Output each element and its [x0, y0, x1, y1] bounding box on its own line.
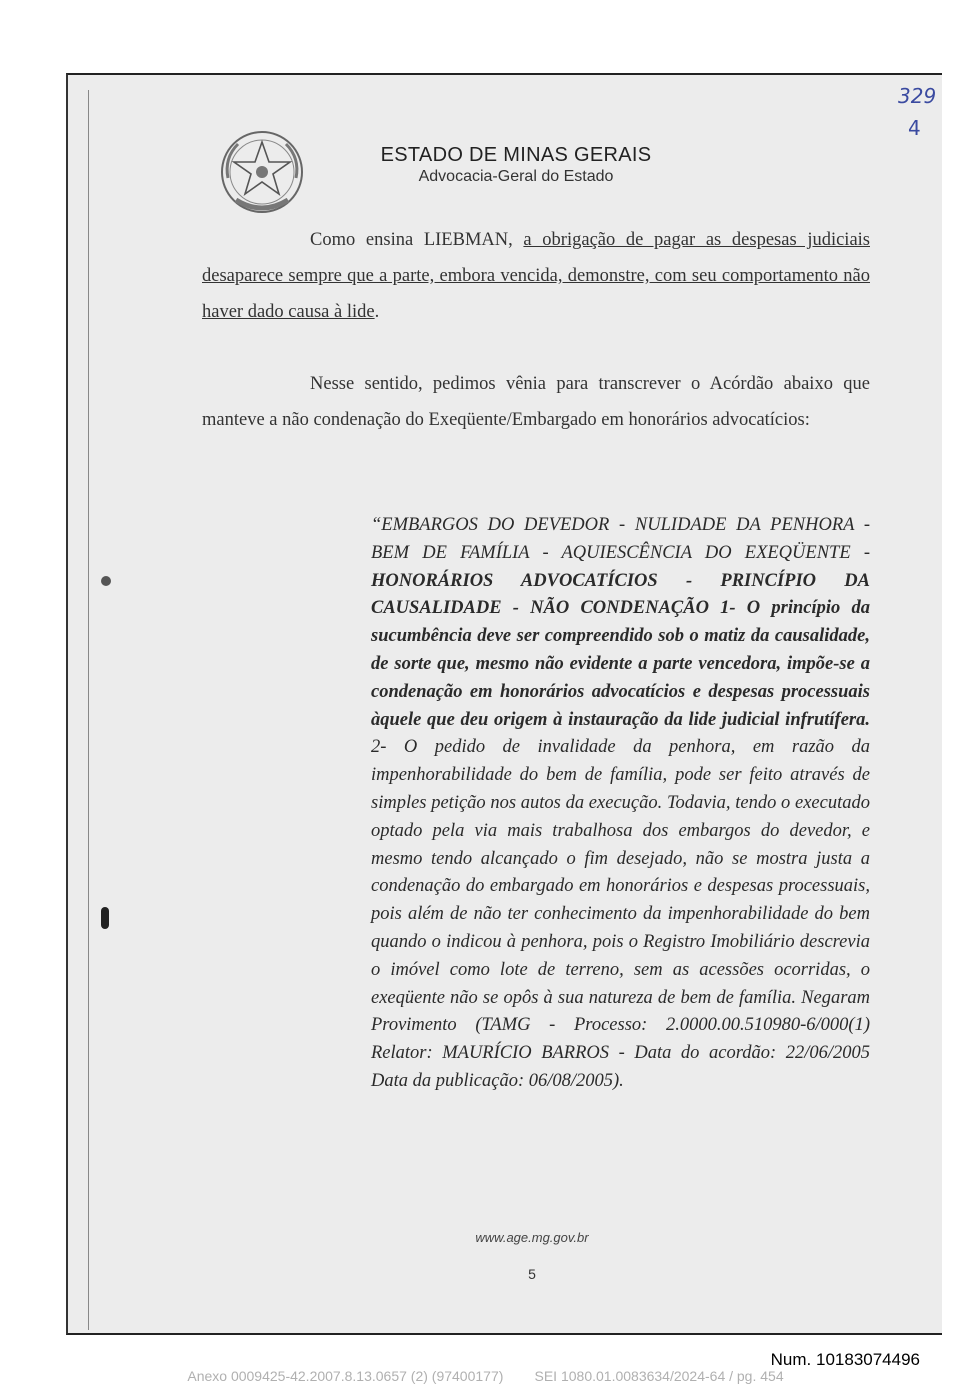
punch-hole — [101, 576, 111, 586]
state-seal-icon — [214, 128, 310, 218]
quote-bold: HONORÁRIOS ADVOCATÍCIOS - PRINCÍPIO DA CAUSALIDADE - NÃO CONDENAÇÃO 1- O princípio da sucumbência deve ser compreendido sob o matiz da causalidade, de sorte que, mesmo não evidente a parte vencedora, impõe-se a condenação em honorários advocatícios e despesas processuais àquele que deu origem à instauração da lide judicial infrutífera. — [371, 570, 870, 730]
paragraph-liebman — [202, 222, 870, 330]
annex-footer: Anexo 0009425-42.2007.8.13.0657 (2) (97400177) SEI 1080.01.0083634/2024-64 / pg. 454 — [187, 1368, 784, 1384]
document-number: Num. 10183074496 — [770, 1350, 920, 1369]
paragraph-transcription — [202, 366, 870, 438]
header-title: ESTADO DE MINAS GERAIS — [380, 144, 652, 166]
handwritten-mark: 4 — [908, 116, 921, 140]
footer-url: www.age.mg.gov.br — [475, 1230, 589, 1245]
quoted-decision — [371, 512, 870, 1096]
page-edge-line — [88, 90, 89, 1330]
quote-part2: 2- O pedido de invalidade da penhora, em razão da impenhorabilidade do bem de família, pode ser feito através de simples petição nos autos da execução. Todavia, tendo o executado optado pela via mais trabalhosa dos embargos do devedor, e mesmo tendo alcançado o fim desejado, não se mostra justa a condenação do embargado em honorários e despesas processuais, pois além de não ter conhecimento da impenhorabilidade do bem quando o indicou à penhora, pois o Registro Imobiliário descrevia o imóvel como lote de terreno, sem as acessões ocorridas, o exeqüente não se opôs à sua natureza de bem de família. Negaram Provimento (TAMG - Processo: 2.0000.00.510980-6/000(1) Relator: MAURÍCIO BARROS - Data do acordão: 22/06/2005 Data da publicação: 06/08/2005). — [371, 737, 870, 1091]
punch-hole — [101, 907, 109, 929]
paragraph-tail: . — [374, 302, 380, 322]
handwritten-page-number: 329 — [898, 84, 937, 108]
header-subtitle: Advocacia-Geral do Estado — [418, 168, 614, 185]
quote-part1: “EMBARGOS DO DEVEDOR - NULIDADE DA PENHORA - BEM DE FAMÍLIA - AQUIESCÊNCIA DO EXEQÜENTE - — [371, 515, 870, 563]
underlined-citation: a obrigação de pagar as despesas judiciais desaparece sempre que a parte, embora vencida, demonstre, com seu comportamento não haver dado causa à lide — [202, 230, 870, 322]
page-number: 5 — [528, 1266, 536, 1282]
paragraph-lead: Como ensina LIEBMAN, — [310, 230, 524, 250]
paragraph-text: Nesse sentido, pedimos vênia para transcrever o Acórdão abaixo que manteve a não condenação do Exeqüente/Embargado em honorários advocatícios: — [202, 374, 870, 430]
